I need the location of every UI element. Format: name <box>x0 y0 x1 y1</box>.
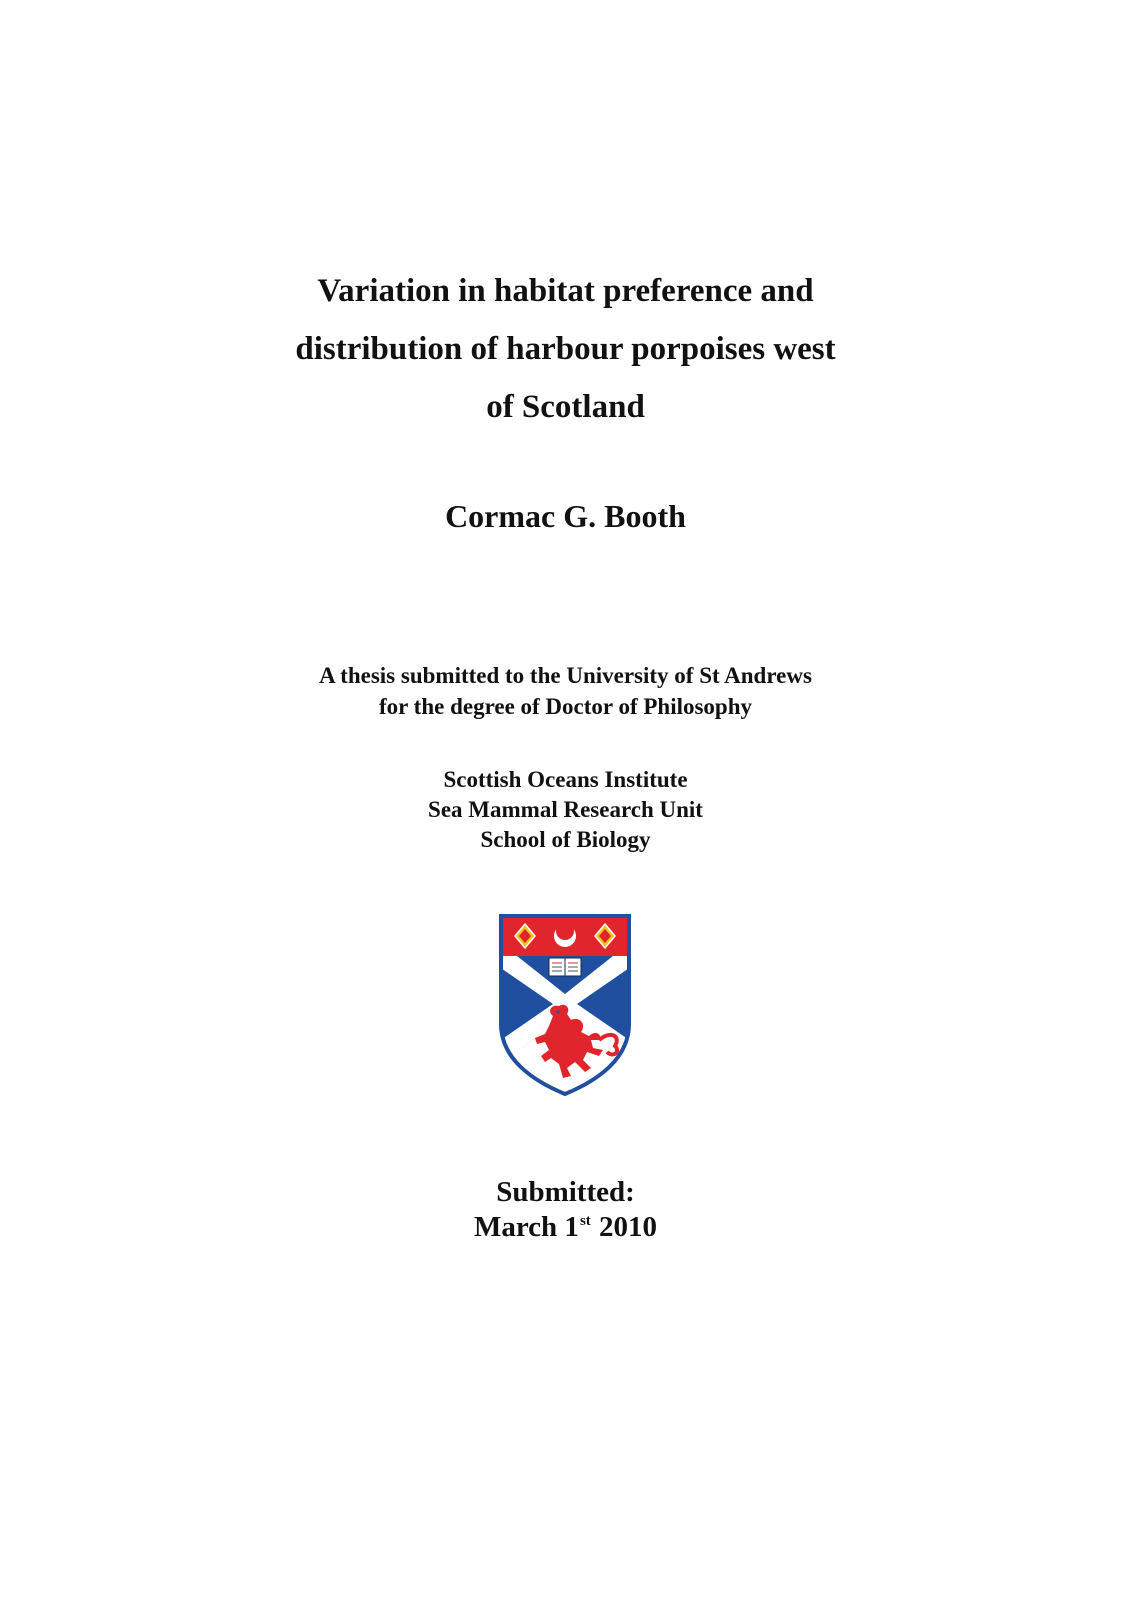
thesis-line-2: for the degree of Doctor of Philosophy <box>378 694 753 719</box>
thesis-line-1: A thesis submitted to the University of St Andrews <box>319 663 812 688</box>
affiliation-institute: Scottish Oceans Institute <box>443 767 688 792</box>
submission-year: 2010 <box>599 1211 658 1243</box>
title-line-3: of Scotland <box>486 389 645 425</box>
submission-month-day: March 1 <box>473 1211 579 1243</box>
affiliation-unit: Sea Mammal Research Unit <box>428 797 703 822</box>
affiliations <box>0 765 1131 855</box>
author-name: Cormac G. Booth <box>445 498 686 534</box>
affiliation-school: School of Biology <box>480 827 651 852</box>
submission-info <box>0 1175 1131 1245</box>
submitted-label: Submitted: <box>496 1176 635 1208</box>
submission-ordinal: st <box>579 1213 591 1230</box>
university-crest-icon <box>495 912 635 1098</box>
title-line-1: Variation in habitat preference and <box>317 273 814 309</box>
thesis-title <box>0 262 1131 436</box>
title-line-2: distribution of harbour porpoises west <box>295 331 836 367</box>
thesis-statement <box>0 660 1131 722</box>
submission-date <box>0 1210 1131 1245</box>
